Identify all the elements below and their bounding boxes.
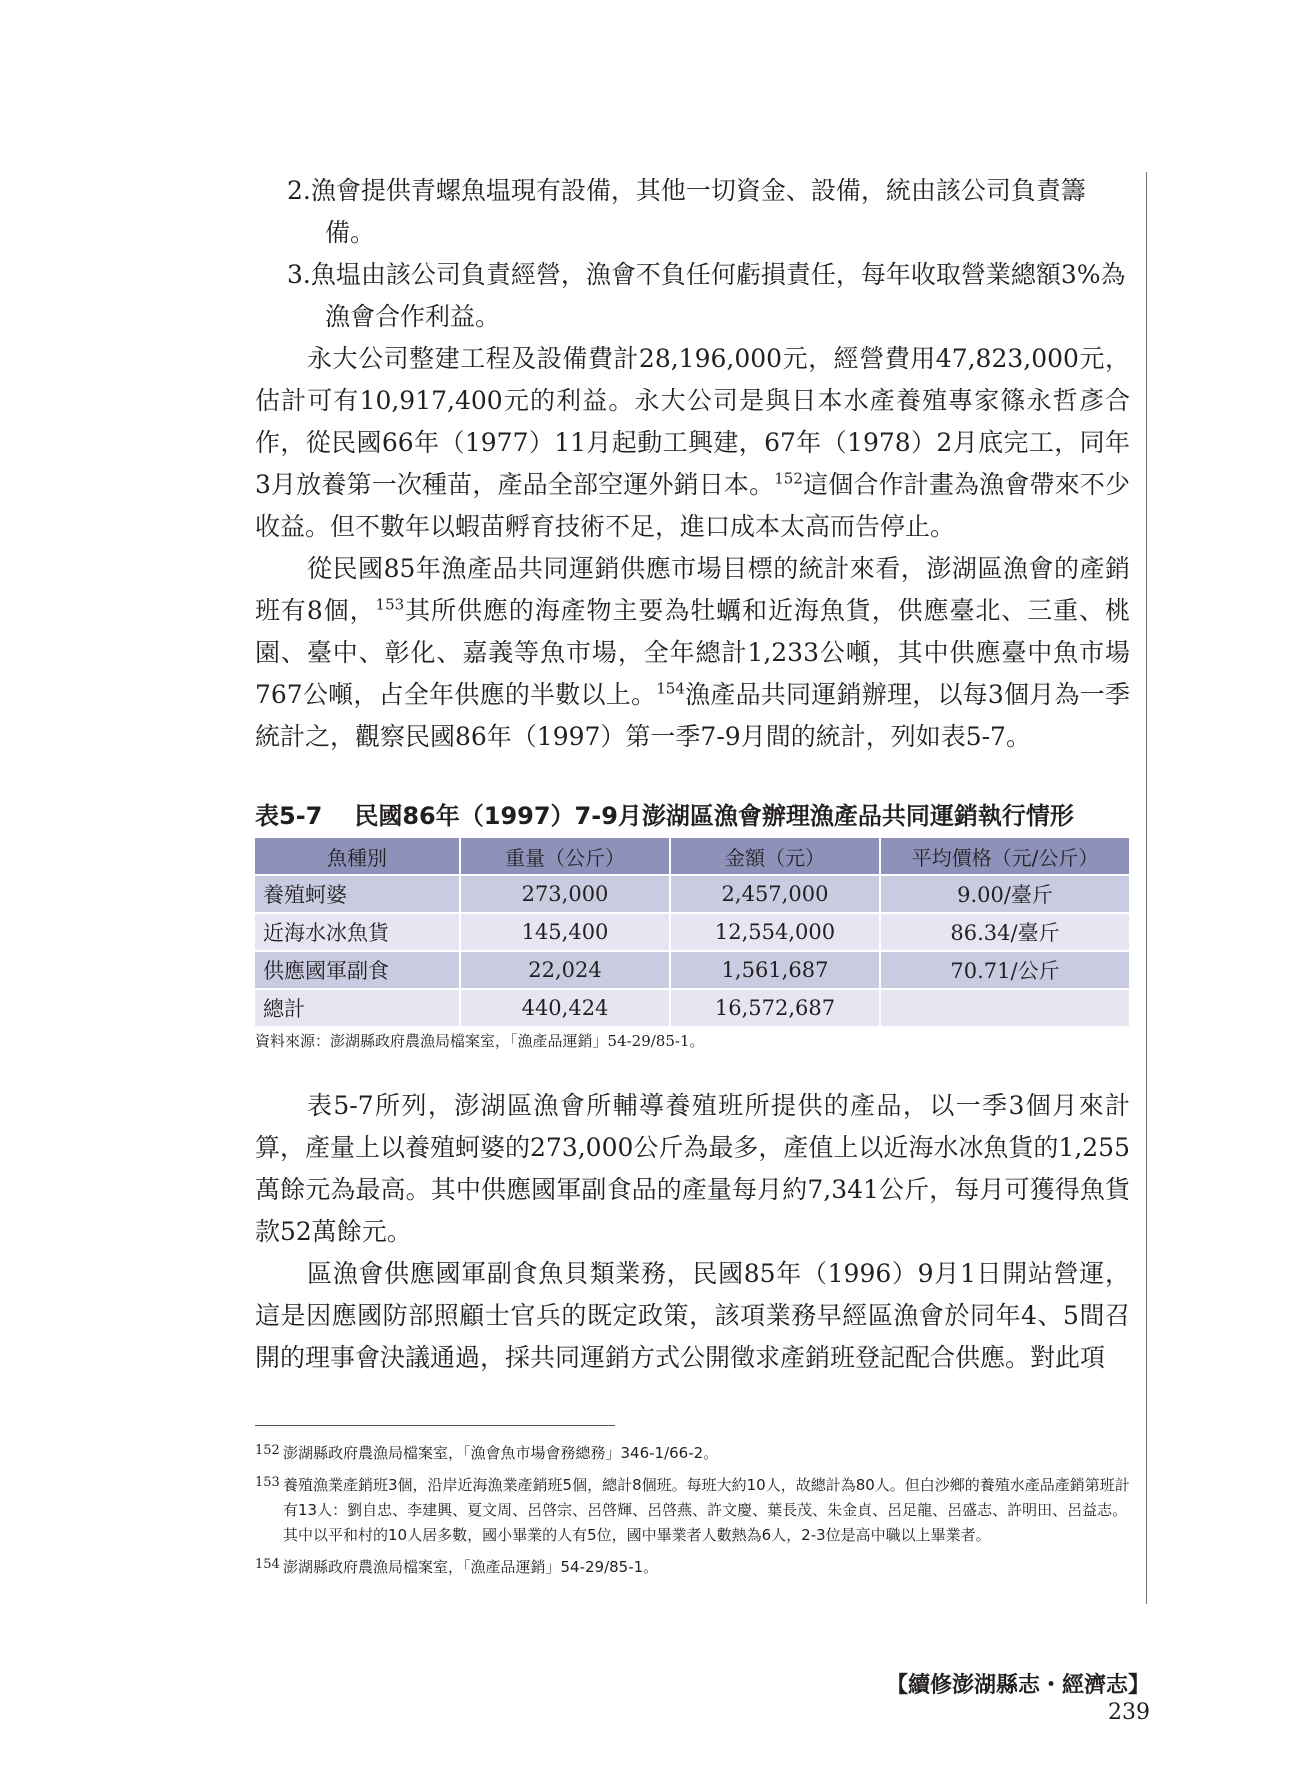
table-caption: 民國86年（1997）7-9月澎湖區漁會辦理漁產品共同運銷執行情形 [354,802,1074,830]
table-cell: 12,554,000 [670,913,880,951]
footnote-ref[interactable]: 153 [375,595,405,614]
paragraph-text: 漁產品共同運銷辦理，以每3個月為一季統計之，觀察民國86年（1997）第一季7-9月間的統計，列如表5-7。 [255,680,1130,751]
footnote-text: 澎湖縣政府農漁局檔案室，「漁會魚市場會務總務」346-1/66-2。 [283,1444,719,1462]
list-item: 3.魚塭由該公司負責經營，漁會不負任何虧損責任，每年收取營業總額3%為漁會合作利益。 [287,260,1126,331]
table-cell: 總計 [255,989,460,1026]
footnote-153 [255,1470,1130,1548]
footnote-number: 154 [255,1557,280,1572]
table-cell: 440,424 [460,989,670,1026]
table-cell: 273,000 [460,875,670,913]
table-cell: 9.00/臺斤 [880,875,1130,913]
body-lower [255,1085,1130,1379]
body-upper [255,170,1130,758]
footnote-ref[interactable]: 154 [656,679,685,698]
column-header: 金額（元） [670,838,880,875]
footnote-154 [255,1552,1130,1580]
paragraph-3: 表5-7所列，澎湖區漁會所輔導養殖班所提供的產品，以一季3個月來計算，產量上以養殖蚵婆的273,000公斤為最多，產值上以近海水冰魚貨的1,255萬餘元為最高。其中供應國軍副食品的產量每月約7,341公斤，每月可獲得魚貨款52萬餘元。 [255,1091,1130,1246]
footnote-number: 152 [255,1443,280,1458]
footnote-ref[interactable]: 152 [774,469,803,488]
table-cell [880,989,1130,1026]
table-cell: 145,400 [460,913,670,951]
column-header: 重量（公斤） [460,838,670,875]
table-number: 表5-7 [255,802,323,830]
table-5-7 [255,800,1130,1051]
table-cell: 養殖蚵婆 [255,875,460,913]
table-header-row [255,838,1130,875]
footnote-divider [255,1425,615,1426]
paragraph-text: 這個合作計畫為漁會帶來不少收益。但不數年以蝦苗孵育技術不足，進口成本太高而告停止。 [255,470,1130,541]
paragraph-1 [255,338,1130,548]
paragraph-4: 區漁會供應國軍副食魚貝類業務，民國85年（1996）9月1日開站營運，這是因應國防部照顧士官兵的既定政策，該項業務早經區漁會於同年4、5間召開的理事會決議通過，採共同運銷方式公開徵求產銷班登記配合供應。對此項 [255,1259,1130,1372]
list-item: 2.漁會提供青螺魚塭現有設備，其他一切資金、設備，統由該公司負責籌備。 [287,176,1086,247]
table-cell: 供應國軍副食 [255,951,460,989]
table-row [255,951,1130,989]
table-cell: 近海水冰魚貨 [255,913,460,951]
running-footer [860,1668,1150,1725]
footnotes [255,1438,1130,1584]
table-cell: 1,561,687 [670,951,880,989]
page-number: 239 [1108,1700,1150,1725]
table-cell: 2,457,000 [670,875,880,913]
paragraph-2 [255,548,1130,758]
margin-rule [1146,172,1147,1604]
table-row [255,913,1130,951]
footnote-text: 養殖漁業產銷班3個，沿岸近海漁業產銷班5個，總計8個班。每班大約10人，故總計為80人。但白沙鄉的養殖水產品產銷第班計有13人：劉自忠、李建興、夏文周、呂啓宗、呂啓輝、呂啓燕、許文慶、葉長茂、朱金貞、呂足龍、呂盛志、許明田、呂益志。其中以平和村的10人居多數，國小畢業的人有5位，國中畢業者人數熱為6人，2-3位是高中職以上畢業者。 [283,1476,1130,1544]
footnote-number: 153 [255,1475,280,1490]
table-cell: 22,024 [460,951,670,989]
table-row [255,875,1130,913]
table-title [255,800,1130,832]
table-cell: 16,572,687 [670,989,880,1026]
footnote-text: 澎湖縣政府農漁局檔案室，「漁產品運銷」54-29/85-1。 [283,1558,659,1576]
data-table [255,838,1131,1026]
table-row-total [255,989,1130,1026]
table-source: 資料來源：澎湖縣政府農漁局檔案室，「漁產品運銷」54-29/85-1。 [255,1032,705,1050]
column-header: 平均價格（元/公斤） [880,838,1130,875]
column-header: 魚種別 [255,838,460,875]
paragraph-text: 永大公司整建工程及設備費計28,196,000元，經營費用47,823,000元，估計可有10,917,400元的利益。永大公司是與日本水產養殖專家篠永哲彥合作，從民國66年（1977）11月起動工興建，67年（1978）2月底完工，同年3月放養第一次種苗，產品全部空運外銷日本。 [255,344,1130,499]
book-title: 【續修澎湖縣志・經濟志】 [885,1672,1150,1698]
footnote-152 [255,1438,1130,1466]
paragraph-text: 從民國85年漁產品共同運銷供應市場目標的統計來看，澎湖區漁會的產銷班有8個， [255,554,1130,625]
table-cell: 70.71/公斤 [880,951,1130,989]
paragraph-text: 其所供應的海產物主要為牡蠣和近海魚貨，供應臺北、三重、桃園、臺中、彰化、嘉義等魚市場，全年總計1,233公噸，其中供應臺中魚市場767公噸，占全年供應的半數以上。 [255,596,1131,709]
table-cell: 86.34/臺斤 [880,913,1130,951]
